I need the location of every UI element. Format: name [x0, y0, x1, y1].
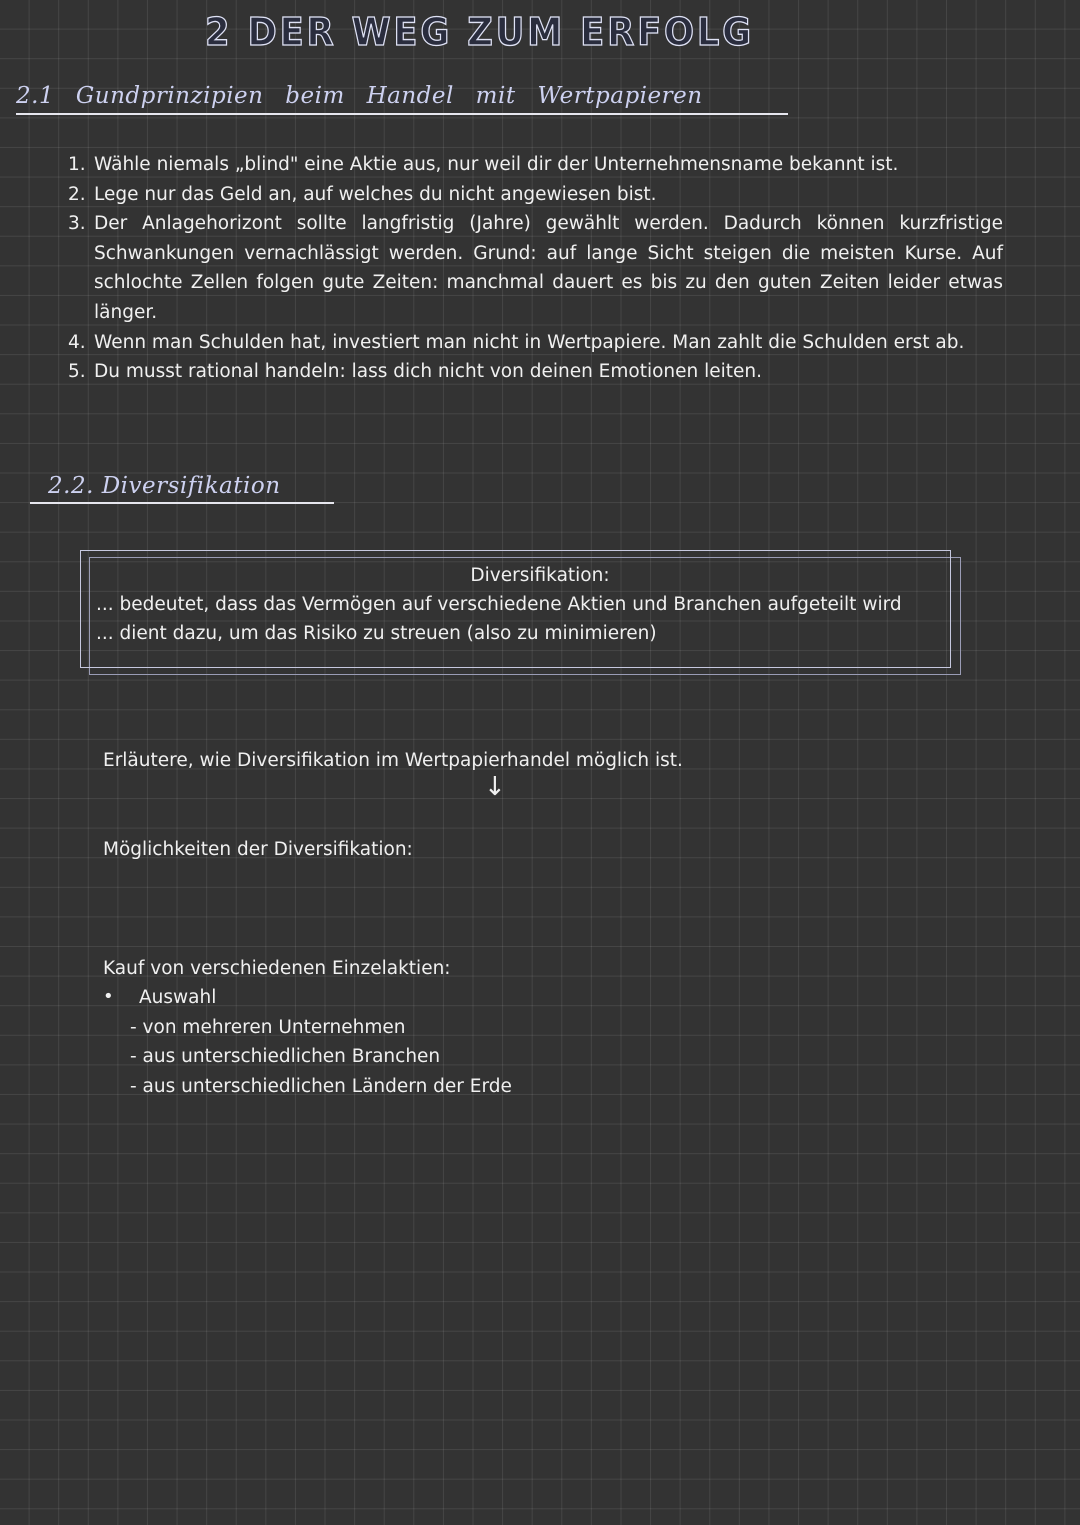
bullet-icon: •	[103, 986, 114, 1007]
section-heading-2-2: 2.2. Diversifikation	[30, 473, 334, 504]
definition-line-2: ... dient dazu, um das Risiko zu streuen (also zu minimieren)	[96, 623, 657, 644]
list-number: 1.	[68, 154, 86, 175]
list-number: 4.	[68, 331, 86, 353]
list-text: Der Anlagehorizont sollte langfristig (Jahre) gewählt werden. Dadurch können kurzfristige Schwankungen vernachlässigt werden. Grund: auf lange Sicht steigen die meisten Kurse. Auf schlochte Zellen folgen gute Zeiten: manchmal dauert es bis zu den guten Zeiten leider etwas länger.	[94, 213, 1003, 323]
sub-point: - von mehreren Unternehmen	[130, 1017, 406, 1038]
list-number: 5.	[68, 361, 86, 383]
list-item	[68, 209, 1003, 327]
principles-list	[68, 150, 1003, 387]
list-item	[68, 180, 1003, 210]
list-item	[68, 357, 1003, 387]
definition-line-1: ... bedeutet, dass das Vermögen auf verschiedene Aktien und Branchen aufgeteilt wird	[96, 594, 902, 615]
definition-title: Diversifikation:	[470, 565, 610, 586]
arrow-down-icon: ↓	[484, 772, 506, 802]
purchase-title: Kauf von verschiedenen Einzelaktien:	[103, 958, 451, 979]
sub-point: - aus unterschiedlichen Branchen	[130, 1046, 441, 1067]
sub-point: - aus unterschiedlichen Ländern der Erde	[130, 1076, 512, 1097]
list-item	[68, 328, 1003, 358]
section-heading-2-1: 2.1 Gundprinzipien beim Handel mit Wertpapieren	[16, 83, 788, 115]
list-item	[68, 150, 1003, 180]
list-text: Du musst rational handeln: lass dich nicht von deinen Emotionen leiten.	[94, 361, 763, 383]
page-title: 2 DER WEG ZUM ERFOLG	[205, 10, 754, 54]
list-text: Wenn man Schulden hat, investiert man nicht in Wertpapiere. Man zahlt die Schulden erst ab.	[94, 331, 965, 353]
list-number: 2.	[68, 183, 86, 205]
bullet-label: Auswahl	[139, 987, 217, 1008]
list-number: 3.	[68, 213, 86, 235]
question-text: Erläutere, wie Diversifikation im Wertpapierhandel möglich ist.	[103, 750, 683, 771]
list-text: Lege nur das Geld an, auf welches du nicht angewiesen bist.	[94, 183, 657, 205]
options-title: Möglichkeiten der Diversifikation:	[103, 839, 413, 860]
list-text: Wähle niemals „blind" eine Aktie aus, nur weil dir der Unternehmensname bekannt ist.	[94, 154, 899, 175]
